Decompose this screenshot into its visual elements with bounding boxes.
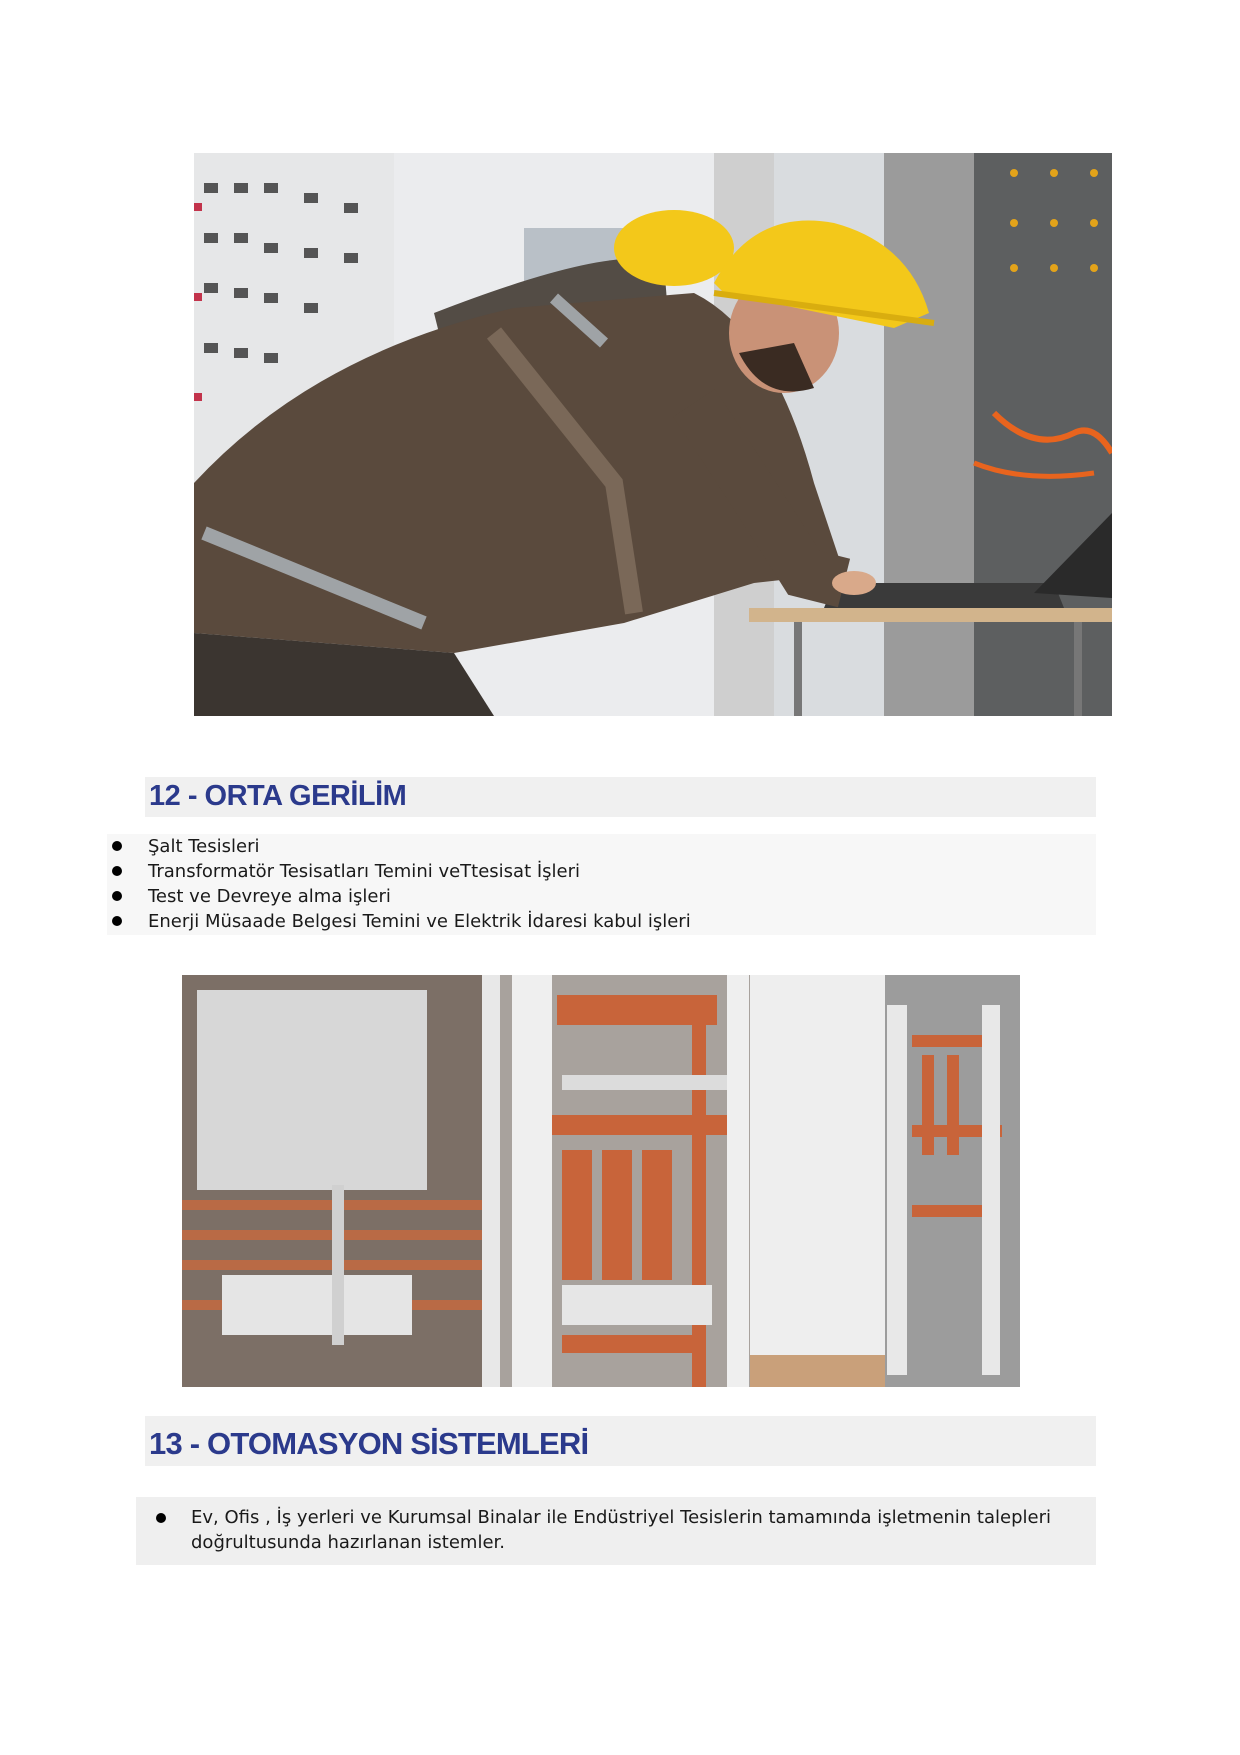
bullet-icon (112, 866, 122, 876)
list-item-text: Şalt Tesisleri (148, 836, 260, 857)
section-12-title: 12 - ORTA GERİLİM (145, 777, 1096, 817)
bullet-icon (112, 841, 122, 851)
list-item (107, 859, 1096, 884)
list-item-text: Enerji Müsaade Belgesi Temini ve Elektrik İdaresi kabul işleri (148, 911, 691, 932)
technician-photo (194, 153, 1112, 716)
list-item (107, 834, 1096, 859)
list-item (107, 884, 1096, 909)
list-item (107, 909, 1096, 934)
bullet-icon (156, 1513, 166, 1523)
bullet-icon (112, 916, 122, 926)
section-13-list (136, 1497, 1096, 1565)
list-item-text: Ev, Ofis , İş yerleri ve Kurumsal Binalar ile Endüstriyel Tesislerin tamamında işletmenin talepleri doğrultusunda hazırlanan istemler. (191, 1507, 1052, 1553)
technician-with-laptop-photo (194, 153, 1112, 716)
section-12-list (107, 834, 1096, 935)
list-item-text: Transformatör Tesisatları Temini veTtesisat İşleri (148, 861, 581, 882)
list-item (136, 1505, 1066, 1555)
switchgear-copper-busbars-photo (182, 975, 1020, 1387)
section-13-title: 13 - OTOMASYON SİSTEMLERİ (145, 1416, 1096, 1466)
switchgear-photo (182, 975, 1020, 1387)
list-item-text: Test ve Devreye alma işleri (148, 886, 391, 907)
bullet-icon (112, 891, 122, 901)
